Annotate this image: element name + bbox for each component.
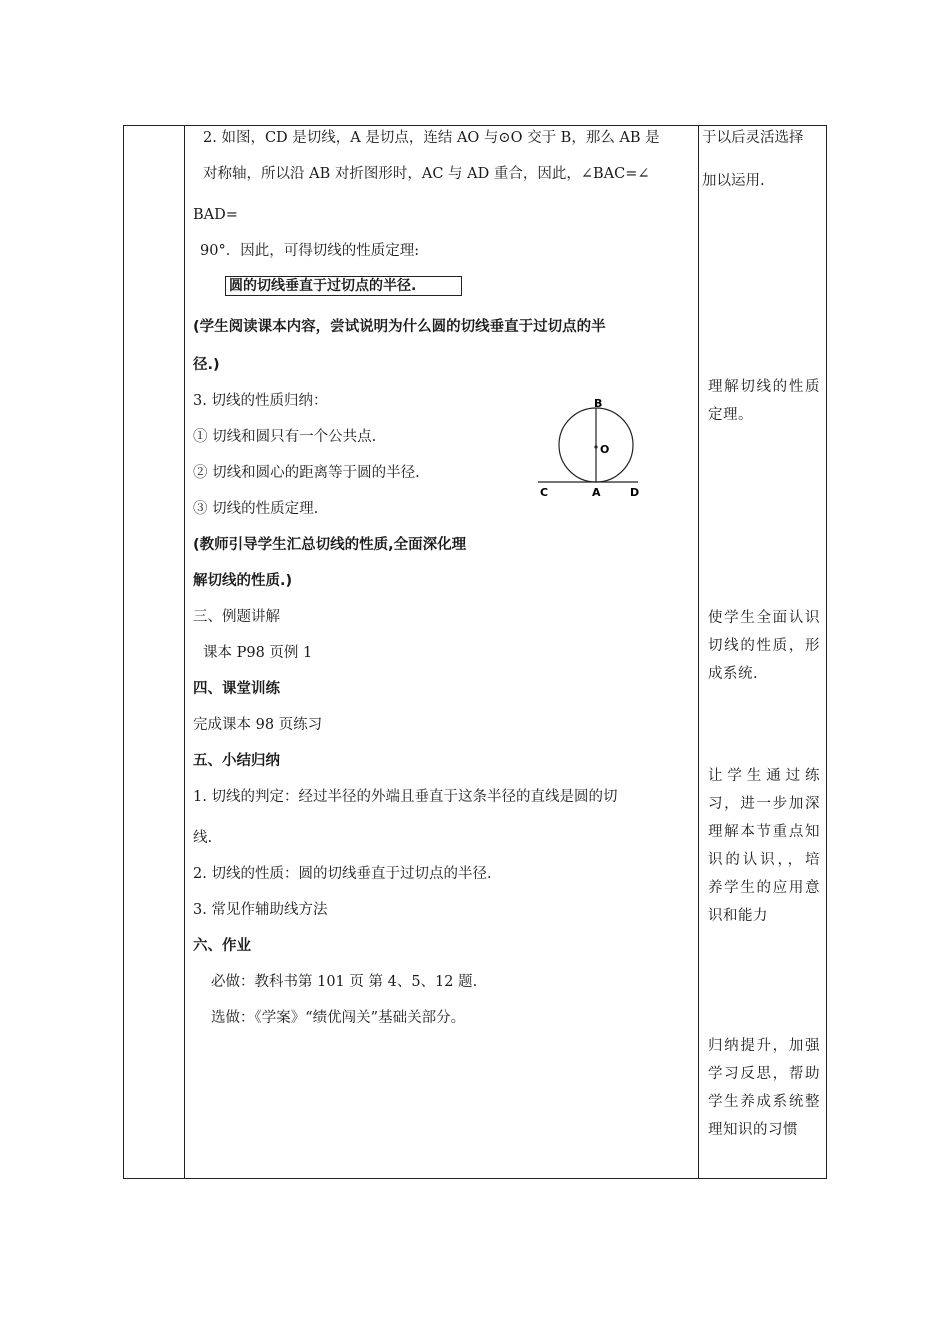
label-o: O [600, 443, 610, 456]
point2-line3: BAD= [193, 207, 238, 223]
center-point [594, 445, 597, 448]
section4-body: 完成课本 98 页练习 [193, 717, 323, 733]
theorem-text: 圆的切线垂直于过切点的半径. [229, 278, 417, 294]
label-d: D [630, 486, 640, 499]
section3-body: 课本 P98 页例 1 [203, 645, 313, 661]
label-c: C [540, 486, 549, 499]
side-note4: 让学生通过练习，进一步加深理解本节重点知识的认识，，培养学生的应用意识和能力 [708, 768, 820, 924]
point3-item3: ③ 切线的性质定理. [193, 501, 319, 517]
section4-title: 四、课堂训练 [193, 681, 280, 697]
section6-title: 六、作业 [193, 938, 251, 954]
point3-item1: ① 切线和圆只有一个公共点. [193, 429, 377, 445]
section5-title: 五、小结归纳 [193, 753, 280, 769]
label-a: A [592, 486, 601, 499]
point3-title: 3. 切线的性质归纳： [193, 393, 328, 409]
homework-required: 必做：教科书第 101 页 第 4、5、12 题. [211, 974, 478, 990]
side-note1-line2: 加以运用. [702, 173, 765, 189]
column-divider-right [698, 125, 699, 1179]
reading-note-line2: 径.) [193, 357, 220, 373]
tangent-circle-diagram [530, 393, 645, 503]
teacher-note-line1: (教师引导学生汇总切线的性质,全面深化理 [193, 537, 467, 553]
side-note3: 使学生全面认识切线的性质，形成系统. [708, 610, 820, 682]
summary1-line2: 线. [193, 830, 213, 846]
teacher-note-line2: 解切线的性质.) [193, 573, 293, 589]
reading-note-line1: (学生阅读课本内容，尝试说明为什么圆的切线垂直于过切点的半 [193, 319, 606, 335]
column-divider-left [184, 125, 185, 1179]
label-b: B [594, 397, 603, 410]
point2-line2: 对称轴，所以沿 AB 对折图形时，AC 与 AD 重合，因此，∠BAC=∠ [203, 166, 650, 182]
side-note1-line1: 于以后灵活选择 [702, 130, 804, 146]
summary3: 3. 常见作辅助线方法 [193, 902, 328, 918]
section3-title: 三、例题讲解 [193, 609, 280, 625]
side-note5: 归纳提升，加强学习反思，帮助学生养成系统整理知识的习惯 [708, 1038, 820, 1138]
point2-line4: 90°．因此，可得切线的性质定理: [200, 243, 420, 259]
point3-item2: ② 切线和圆心的距离等于圆的半径. [193, 465, 420, 481]
side-note2: 理解切线的性质 定理。 [708, 379, 835, 423]
summary2: 2. 切线的性质：圆的切线垂直于过切点的半径. [193, 866, 492, 882]
summary1-line1: 1. 切线的判定：经过半径的外端且垂直于这条半径的直线是圆的切 [193, 789, 618, 805]
homework-optional: 选做：《学案》“绩优闯关”基础关部分。 [211, 1010, 466, 1026]
point2-line1: 2. 如图，CD 是切线，A 是切点，连结 AO 与⊙O 交于 B，那么 AB 是 [203, 130, 660, 146]
theorem-box [225, 276, 462, 296]
